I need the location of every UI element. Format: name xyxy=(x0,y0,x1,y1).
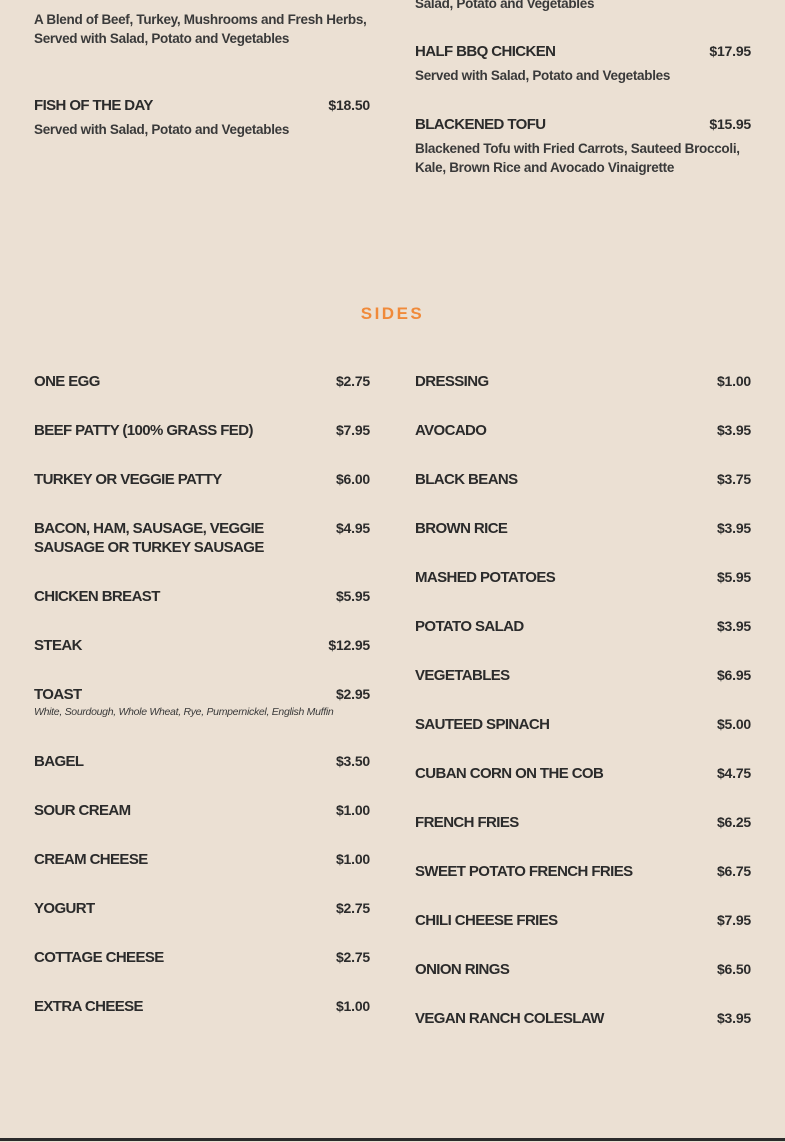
item-description: Blackened Tofu with Fried Carrots, Sauteed Broccoli, Kale, Brown Rice and Avocado Vinaigrette xyxy=(415,141,740,175)
side-item xyxy=(415,617,751,636)
item-price: $7.95 xyxy=(716,912,751,928)
side-item xyxy=(415,960,751,979)
item-name: STEAK xyxy=(34,637,82,654)
item-price: $3.50 xyxy=(335,753,370,769)
item-name: BLACK BEANS xyxy=(415,471,518,488)
item-description: A Blend of Beef, Turkey, Mushrooms and Fresh Herbs, Served with Salad, Potato and Vegetables xyxy=(34,12,367,46)
item-price: $15.95 xyxy=(709,116,751,132)
side-item xyxy=(34,372,370,391)
side-item xyxy=(34,899,370,918)
item-description: Served with Salad, Potato and Vegetables xyxy=(415,68,671,83)
side-item xyxy=(415,470,751,489)
item-name: YOGURT xyxy=(34,900,95,917)
item-name: CHILI CHEESE FRIES xyxy=(415,912,558,929)
item-price: $18.50 xyxy=(328,97,370,113)
item-name: FRENCH FRIES xyxy=(415,814,519,831)
item-name: AVOCADO xyxy=(415,422,487,439)
item-price: $3.95 xyxy=(716,422,751,438)
item-price: $6.95 xyxy=(716,667,751,683)
menu-item-half-bbq-chicken xyxy=(415,42,751,85)
item-name: HALF BBQ CHICKEN xyxy=(415,43,556,60)
item-description: White, Sourdough, Whole Wheat, Rye, Pumpernickel, English Muffin xyxy=(34,706,334,718)
item-price: $7.95 xyxy=(335,422,370,438)
side-item xyxy=(415,666,751,685)
item-name: BACON, HAM, SAUSAGE, VEGGIE SAUSAGE OR TURKEY SAUSAGE xyxy=(34,520,264,556)
item-price: $5.95 xyxy=(716,569,751,585)
side-item xyxy=(34,801,370,820)
item-price: $3.75 xyxy=(716,471,751,487)
item-price: $3.95 xyxy=(716,520,751,536)
item-price: $6.50 xyxy=(716,961,751,977)
item-price: $1.00 xyxy=(335,998,370,1014)
side-item xyxy=(415,764,751,783)
side-item xyxy=(34,850,370,869)
side-item xyxy=(34,997,370,1016)
item-name: ONE EGG xyxy=(34,373,100,390)
side-item-toast xyxy=(34,685,370,719)
bottom-divider xyxy=(0,1138,785,1141)
item-name: SAUTEED SPINACH xyxy=(415,716,550,733)
item-price: $1.00 xyxy=(716,373,751,389)
item-name: TURKEY OR VEGGIE PATTY xyxy=(34,471,222,488)
item-price: $1.00 xyxy=(335,802,370,818)
item-price: $5.00 xyxy=(716,716,751,732)
side-item xyxy=(415,715,751,734)
item-name: BEEF PATTY (100% GRASS FED) xyxy=(34,422,253,439)
side-item xyxy=(34,636,370,655)
item-price: $6.75 xyxy=(716,863,751,879)
item-name: TOAST xyxy=(34,686,82,703)
item-name: ONION RINGS xyxy=(415,961,510,978)
item-price: $3.95 xyxy=(716,1010,751,1026)
item-price: $3.95 xyxy=(716,618,751,634)
item-name: MASHED POTATOES xyxy=(415,569,556,586)
item-price: $4.75 xyxy=(716,765,751,781)
side-item xyxy=(415,1009,751,1028)
side-item xyxy=(34,421,370,440)
item-name: BLACKENED TOFU xyxy=(415,116,546,133)
side-item xyxy=(415,421,751,440)
item-price: $6.25 xyxy=(716,814,751,830)
item-price: $17.95 xyxy=(709,43,751,59)
menu-item-blackened-tofu xyxy=(415,115,751,177)
item-name: EXTRA CHEESE xyxy=(34,998,143,1015)
item-description: Served with Salad, Potato and Vegetables xyxy=(34,122,290,137)
item-name: BAGEL xyxy=(34,753,84,770)
item-name: FISH OF THE DAY xyxy=(34,97,153,114)
item-name: COTTAGE CHEESE xyxy=(34,949,164,966)
item-name: VEGAN RANCH COLESLAW xyxy=(415,1010,604,1027)
item-price: $1.00 xyxy=(335,851,370,867)
item-price: $2.75 xyxy=(335,949,370,965)
item-name: VEGETABLES xyxy=(415,667,510,684)
item-description: Salad, Potato and Vegetables xyxy=(415,0,595,11)
item-price: $6.00 xyxy=(335,471,370,487)
item-price: $4.95 xyxy=(335,520,370,536)
item-name: SWEET POTATO FRENCH FRIES xyxy=(415,863,633,880)
side-item xyxy=(415,862,751,881)
item-name: CUBAN CORN ON THE COB xyxy=(415,765,604,782)
menu-item xyxy=(34,10,370,48)
item-name: CREAM CHEESE xyxy=(34,851,148,868)
item-name: DRESSING xyxy=(415,373,489,390)
side-item xyxy=(415,568,751,587)
item-name: CHICKEN BREAST xyxy=(34,588,160,605)
item-name: SOUR CREAM xyxy=(34,802,131,819)
side-item xyxy=(34,948,370,967)
side-item xyxy=(415,372,751,391)
menu-item xyxy=(415,0,751,13)
item-price: $2.75 xyxy=(335,373,370,389)
item-price: $5.95 xyxy=(335,588,370,604)
side-item xyxy=(34,470,370,489)
side-item xyxy=(34,519,370,557)
menu-item-fish-of-the-day xyxy=(34,96,370,139)
item-price: $12.95 xyxy=(328,637,370,653)
side-item xyxy=(415,911,751,930)
side-item xyxy=(415,813,751,832)
side-item xyxy=(34,752,370,771)
side-item xyxy=(415,519,751,538)
side-item xyxy=(34,587,370,606)
item-name: BROWN RICE xyxy=(415,520,508,537)
section-title-sides: SIDES xyxy=(360,304,425,323)
item-name: POTATO SALAD xyxy=(415,618,524,635)
item-price: $2.75 xyxy=(335,900,370,916)
item-price: $2.95 xyxy=(335,686,370,702)
